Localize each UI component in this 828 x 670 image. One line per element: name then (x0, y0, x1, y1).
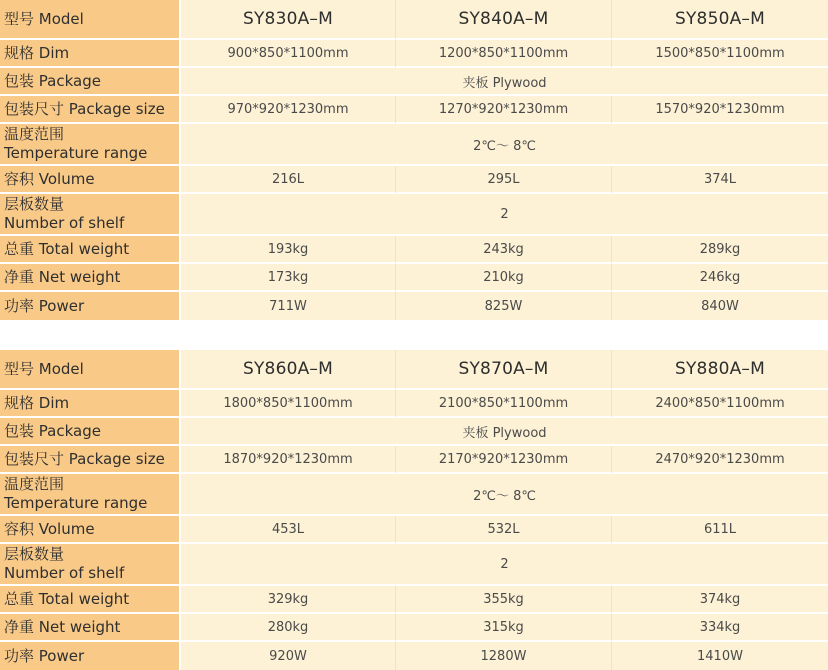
model-cell: SY850A–M (612, 0, 828, 40)
model-cell: SY870A–M (396, 350, 612, 390)
power-cell: 1410W (612, 642, 828, 670)
label-shelves-en: Number of shelf (4, 564, 125, 582)
model-cell: SY840A–M (396, 0, 612, 40)
row-shelves (0, 544, 828, 586)
label-volume: 容积 Volume (0, 516, 181, 544)
total-weight-cell: 243kg (396, 236, 612, 264)
row-package (0, 418, 828, 446)
label-package: 包装 Package (0, 68, 181, 96)
row-total-weight (0, 586, 828, 614)
row-net-weight (0, 264, 828, 292)
volume-cell: 216L (181, 166, 396, 194)
label-model: 型号 Model (0, 350, 181, 390)
volume-cell: 374L (612, 166, 828, 194)
label-model: 型号 Model (0, 0, 181, 40)
total-weight-cell: 289kg (612, 236, 828, 264)
spec-table-1 (0, 0, 828, 320)
row-volume (0, 516, 828, 544)
label-dim: 规格 Dim (0, 390, 181, 418)
row-package-size (0, 96, 828, 124)
row-temperature (0, 474, 828, 516)
power-cell: 840W (612, 292, 828, 320)
label-shelves (0, 544, 181, 586)
row-dim (0, 40, 828, 68)
label-total-weight: 总重 Total weight (0, 236, 181, 264)
label-temperature-cn: 温度范围 (4, 125, 65, 143)
label-temperature (0, 474, 181, 516)
row-model (0, 350, 828, 390)
row-volume (0, 166, 828, 194)
label-shelves-en: Number of shelf (4, 214, 125, 232)
spec-table-2 (0, 350, 828, 670)
dim-cell: 900*850*1100mm (181, 40, 396, 68)
dim-cell: 2100*850*1100mm (396, 390, 612, 418)
volume-cell: 611L (612, 516, 828, 544)
label-package-size: 包装尺寸 Package size (0, 96, 181, 124)
package-cell: 夹板 Plywood (181, 68, 828, 96)
row-power (0, 642, 828, 670)
label-shelves (0, 194, 181, 236)
power-cell: 711W (181, 292, 396, 320)
dim-cell: 1800*850*1100mm (181, 390, 396, 418)
label-temperature-en: Temperature range (4, 144, 148, 162)
row-temperature (0, 124, 828, 166)
row-package-size (0, 446, 828, 474)
row-model (0, 0, 828, 40)
shelves-cell: 2 (181, 194, 828, 236)
model-cell: SY880A–M (612, 350, 828, 390)
net-weight-cell: 315kg (396, 614, 612, 642)
package-cell: 夹板 Plywood (181, 418, 828, 446)
label-shelves-cn: 层板数量 (4, 195, 65, 213)
power-cell: 1280W (396, 642, 612, 670)
label-power: 功率 Power (0, 292, 181, 320)
power-cell: 920W (181, 642, 396, 670)
temperature-cell: 2℃～ 8℃ (181, 474, 828, 516)
row-power (0, 292, 828, 320)
model-cell: SY830A–M (181, 0, 396, 40)
dim-cell: 2400*850*1100mm (612, 390, 828, 418)
volume-cell: 295L (396, 166, 612, 194)
row-net-weight (0, 614, 828, 642)
label-net-weight: 净重 Net weight (0, 614, 181, 642)
label-package-size: 包装尺寸 Package size (0, 446, 181, 474)
dim-cell: 1500*850*1100mm (612, 40, 828, 68)
row-total-weight (0, 236, 828, 264)
package-size-cell: 2170*920*1230mm (396, 446, 612, 474)
total-weight-cell: 329kg (181, 586, 396, 614)
volume-cell: 453L (181, 516, 396, 544)
package-size-cell: 1870*920*1230mm (181, 446, 396, 474)
row-package (0, 68, 828, 96)
model-cell: SY860A–M (181, 350, 396, 390)
label-shelves-cn: 层板数量 (4, 545, 65, 563)
shelves-cell: 2 (181, 544, 828, 586)
label-temperature-en: Temperature range (4, 494, 148, 512)
label-power: 功率 Power (0, 642, 181, 670)
label-temperature (0, 124, 181, 166)
package-size-cell: 970*920*1230mm (181, 96, 396, 124)
package-size-cell: 2470*920*1230mm (612, 446, 828, 474)
temperature-cell: 2℃～ 8℃ (181, 124, 828, 166)
total-weight-cell: 355kg (396, 586, 612, 614)
label-total-weight: 总重 Total weight (0, 586, 181, 614)
row-shelves (0, 194, 828, 236)
power-cell: 825W (396, 292, 612, 320)
total-weight-cell: 193kg (181, 236, 396, 264)
package-size-cell: 1270*920*1230mm (396, 96, 612, 124)
label-package: 包装 Package (0, 418, 181, 446)
dim-cell: 1200*850*1100mm (396, 40, 612, 68)
net-weight-cell: 173kg (181, 264, 396, 292)
package-size-cell: 1570*920*1230mm (612, 96, 828, 124)
net-weight-cell: 246kg (612, 264, 828, 292)
net-weight-cell: 280kg (181, 614, 396, 642)
net-weight-cell: 334kg (612, 614, 828, 642)
label-temperature-cn: 温度范围 (4, 475, 65, 493)
row-dim (0, 390, 828, 418)
total-weight-cell: 374kg (612, 586, 828, 614)
net-weight-cell: 210kg (396, 264, 612, 292)
label-volume: 容积 Volume (0, 166, 181, 194)
label-net-weight: 净重 Net weight (0, 264, 181, 292)
label-dim: 规格 Dim (0, 40, 181, 68)
volume-cell: 532L (396, 516, 612, 544)
